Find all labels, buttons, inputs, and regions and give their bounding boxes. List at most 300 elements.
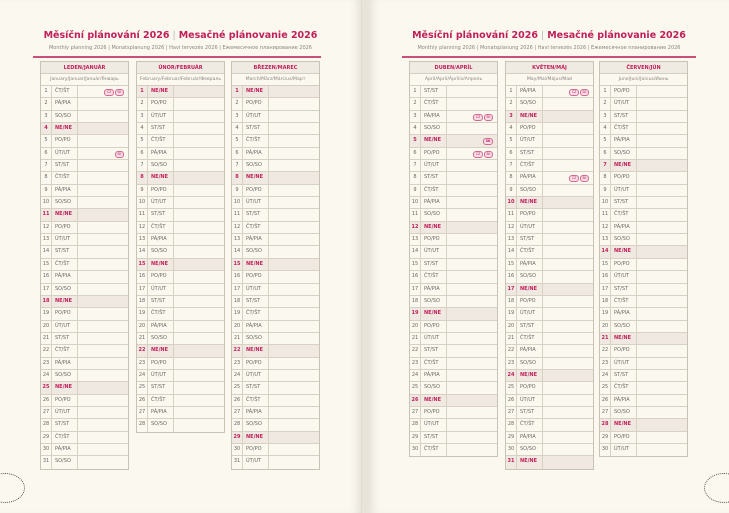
holiday-badge-icon: SK [115, 151, 124, 158]
day-row[interactable] [506, 370, 593, 382]
day-row[interactable] [600, 148, 687, 160]
page-subtitle: Monthly planning 2026 | Monatsplanung 2026 | Havi tervezés 2026 | Ежемесячное планирование 2026 [48, 45, 312, 51]
day-row[interactable] [600, 382, 687, 394]
day-row[interactable] [232, 148, 319, 160]
day-row[interactable] [41, 246, 128, 258]
day-number: 14 [232, 246, 243, 257]
day-row[interactable] [137, 370, 224, 382]
day-number: 26 [410, 395, 421, 406]
day-row[interactable] [506, 111, 593, 123]
day-row[interactable] [506, 382, 593, 394]
day-number: 1 [506, 86, 517, 97]
day-row[interactable] [137, 222, 224, 234]
weekday-label: SO/SO [52, 111, 78, 122]
day-row[interactable] [137, 382, 224, 394]
day-number: 19 [41, 308, 52, 319]
day-row[interactable] [41, 321, 128, 333]
day-row[interactable] [41, 358, 128, 370]
day-row[interactable] [410, 308, 497, 320]
day-row[interactable] [410, 234, 497, 246]
day-row[interactable] [41, 123, 128, 135]
day-number: 21 [410, 333, 421, 344]
day-row[interactable] [506, 172, 593, 184]
day-row[interactable] [41, 444, 128, 456]
weekday-label: ČT/ŠT [148, 395, 174, 406]
day-row[interactable] [506, 296, 593, 308]
day-row[interactable] [137, 135, 224, 147]
day-row[interactable] [600, 185, 687, 197]
day-number: 24 [506, 370, 517, 381]
day-row[interactable] [410, 395, 497, 407]
day-number: 15 [137, 259, 148, 270]
day-row[interactable] [232, 185, 319, 197]
day-row[interactable] [410, 197, 497, 209]
day-row[interactable] [506, 456, 593, 468]
weekday-label: NE/NE [611, 160, 637, 171]
day-row[interactable] [506, 160, 593, 172]
day-row[interactable] [410, 382, 497, 394]
weekday-label: SO/SO [52, 370, 78, 381]
weekday-label: PÁ/PIA [148, 234, 174, 245]
day-row[interactable] [600, 246, 687, 258]
weekday-label: PO/PO [611, 259, 637, 270]
day-row[interactable] [41, 185, 128, 197]
day-row[interactable] [506, 395, 593, 407]
day-row[interactable] [506, 308, 593, 320]
day-number: 7 [232, 160, 243, 171]
day-row[interactable] [41, 234, 128, 246]
day-row[interactable] [232, 432, 319, 444]
day-row[interactable] [600, 419, 687, 431]
day-row[interactable] [137, 407, 224, 419]
day-row[interactable] [232, 407, 319, 419]
month-name: KVĚTEN/MÁJ [506, 62, 593, 74]
day-number: 16 [137, 271, 148, 282]
day-row[interactable] [137, 321, 224, 333]
day-row[interactable] [137, 271, 224, 283]
day-row[interactable] [506, 222, 593, 234]
day-row[interactable] [600, 358, 687, 370]
day-row[interactable] [137, 98, 224, 110]
day-row[interactable] [410, 86, 497, 98]
weekday-label: SO/SO [421, 209, 447, 220]
day-number: 6 [506, 148, 517, 159]
day-row[interactable] [137, 345, 224, 357]
day-row[interactable] [232, 160, 319, 172]
day-row[interactable] [137, 172, 224, 184]
day-row[interactable] [410, 123, 497, 135]
day-number: 17 [232, 284, 243, 295]
day-row[interactable] [506, 358, 593, 370]
day-row[interactable] [506, 444, 593, 456]
day-row[interactable] [600, 321, 687, 333]
day-row[interactable] [41, 308, 128, 320]
weekday-label: PÁ/PIA [52, 185, 78, 196]
weekday-label: PÁ/PIA [243, 407, 269, 418]
weekday-label: ST/ST [517, 407, 543, 418]
day-row[interactable] [506, 246, 593, 258]
day-row[interactable] [410, 284, 497, 296]
weekday-label: PÁ/PIA [243, 234, 269, 245]
day-number: 8 [506, 172, 517, 183]
day-row[interactable] [232, 271, 319, 283]
divider [402, 56, 696, 58]
day-number: 7 [137, 160, 148, 171]
day-row[interactable] [506, 432, 593, 444]
day-row[interactable] [137, 296, 224, 308]
holiday-badge-icon: CZ [104, 89, 113, 96]
weekday-label: NE/NE [243, 432, 269, 443]
weekday-label: PÁ/PIA [52, 358, 78, 369]
day-number: 21 [506, 333, 517, 344]
day-row[interactable] [137, 259, 224, 271]
day-row[interactable] [600, 271, 687, 283]
day-row[interactable] [600, 407, 687, 419]
day-row[interactable] [506, 148, 593, 160]
day-row[interactable] [232, 321, 319, 333]
weekday-label: NE/NE [421, 308, 447, 319]
day-row[interactable] [410, 135, 497, 147]
day-row[interactable] [600, 172, 687, 184]
weekday-label: SO/SO [243, 246, 269, 257]
day-number: 26 [232, 395, 243, 406]
day-number: 3 [137, 111, 148, 122]
day-row[interactable] [410, 444, 497, 456]
day-row[interactable] [137, 111, 224, 123]
day-row[interactable] [41, 370, 128, 382]
day-number: 20 [600, 321, 611, 332]
day-number: 28 [232, 419, 243, 430]
divider [33, 56, 321, 58]
day-number: 6 [137, 148, 148, 159]
weekday-label: SO/SO [243, 160, 269, 171]
day-row[interactable] [506, 86, 593, 98]
day-row[interactable] [410, 345, 497, 357]
title-cz: Měsíční plánování 2026 [412, 30, 538, 41]
day-row[interactable] [232, 234, 319, 246]
day-row[interactable] [137, 197, 224, 209]
day-number: 4 [232, 123, 243, 134]
day-row[interactable] [506, 135, 593, 147]
day-row[interactable] [41, 456, 128, 468]
day-row[interactable] [506, 345, 593, 357]
day-row[interactable] [506, 284, 593, 296]
day-row[interactable] [410, 222, 497, 234]
day-row[interactable] [41, 135, 128, 147]
day-number: 9 [506, 185, 517, 196]
day-row[interactable] [137, 123, 224, 135]
day-row[interactable] [137, 308, 224, 320]
day-row[interactable] [506, 407, 593, 419]
weekday-label: PÁ/PIA [421, 111, 447, 122]
day-number: 17 [137, 284, 148, 295]
weekday-label: NE/NE [52, 209, 78, 220]
day-number: 26 [137, 395, 148, 406]
weekday-label: ST/ST [148, 382, 174, 393]
day-number: 10 [232, 197, 243, 208]
day-row[interactable] [232, 382, 319, 394]
day-row[interactable] [600, 86, 687, 98]
day-row[interactable] [41, 395, 128, 407]
day-row[interactable] [232, 419, 319, 431]
weekday-label: PÁ/PIA [611, 135, 637, 146]
day-row[interactable] [600, 444, 687, 456]
day-row[interactable] [41, 86, 128, 98]
day-row[interactable] [506, 419, 593, 431]
day-number: 15 [41, 259, 52, 270]
day-row[interactable] [137, 148, 224, 160]
day-number: 22 [410, 345, 421, 356]
weekday-label: SO/SO [611, 321, 637, 332]
weekday-label: SO/SO [148, 419, 174, 431]
weekday-label: PÁ/PIA [517, 86, 543, 97]
day-row[interactable] [600, 234, 687, 246]
weekday-label: PO/PO [421, 148, 447, 159]
day-row[interactable] [410, 333, 497, 345]
weekday-label: NE/NE [517, 370, 543, 381]
day-row[interactable] [410, 172, 497, 184]
day-row[interactable] [410, 259, 497, 271]
day-row[interactable] [506, 209, 593, 221]
day-row[interactable] [506, 98, 593, 110]
day-row[interactable] [41, 419, 128, 431]
day-row[interactable] [41, 271, 128, 283]
day-row[interactable] [232, 86, 319, 98]
weekday-label: SO/SO [517, 271, 543, 282]
day-row[interactable] [232, 259, 319, 271]
weekday-label: ČT/ŠT [517, 160, 543, 171]
day-number: 27 [600, 407, 611, 418]
day-row[interactable] [410, 98, 497, 110]
weekday-label: ÚT/UT [52, 148, 78, 159]
day-row[interactable] [137, 86, 224, 98]
day-number: 14 [600, 246, 611, 257]
day-row[interactable] [600, 197, 687, 209]
day-row[interactable] [410, 358, 497, 370]
day-number: 7 [410, 160, 421, 171]
day-number: 1 [137, 86, 148, 97]
weekday-label: SO/SO [421, 123, 447, 134]
weekday-label: PO/PO [243, 185, 269, 196]
weekday-label: PO/PO [148, 271, 174, 282]
day-number: 6 [232, 148, 243, 159]
day-row[interactable] [41, 407, 128, 419]
day-row[interactable] [600, 98, 687, 110]
weekday-label: SO/SO [243, 333, 269, 344]
day-number: 28 [41, 419, 52, 430]
day-row[interactable] [410, 321, 497, 333]
day-row[interactable] [410, 111, 497, 123]
day-row[interactable] [41, 197, 128, 209]
day-row[interactable] [506, 333, 593, 345]
day-row[interactable] [137, 284, 224, 296]
holiday-badge-icon: SK [580, 175, 589, 182]
day-row[interactable] [410, 407, 497, 419]
day-row[interactable] [410, 209, 497, 221]
day-row[interactable] [410, 148, 497, 160]
day-row[interactable] [600, 123, 687, 135]
day-row[interactable] [600, 259, 687, 271]
weekday-label: PÁ/PIA [148, 148, 174, 159]
day-row[interactable] [41, 382, 128, 394]
day-row[interactable] [41, 172, 128, 184]
weekday-label: ST/ST [517, 321, 543, 332]
day-row[interactable] [506, 185, 593, 197]
day-row[interactable] [232, 358, 319, 370]
day-number: 5 [232, 135, 243, 146]
day-number: 29 [41, 432, 52, 443]
day-row[interactable] [506, 197, 593, 209]
day-row[interactable] [41, 432, 128, 444]
weekday-label: ČT/ŠT [148, 222, 174, 233]
day-number: 16 [41, 271, 52, 282]
day-row[interactable] [506, 234, 593, 246]
day-number: 16 [600, 271, 611, 282]
weekday-label: NE/NE [243, 172, 269, 183]
day-row[interactable] [41, 222, 128, 234]
day-row[interactable] [410, 271, 497, 283]
day-row[interactable] [232, 345, 319, 357]
day-row[interactable] [137, 160, 224, 172]
day-row[interactable] [137, 419, 224, 431]
day-row[interactable] [410, 296, 497, 308]
day-number: 29 [506, 432, 517, 443]
day-row[interactable] [410, 432, 497, 444]
day-number: 11 [410, 209, 421, 220]
day-row[interactable] [600, 432, 687, 444]
day-row[interactable] [41, 209, 128, 221]
day-row[interactable] [232, 209, 319, 221]
day-row[interactable] [137, 395, 224, 407]
day-row[interactable] [600, 395, 687, 407]
weekday-label: NE/NE [611, 419, 637, 430]
day-number: 19 [600, 308, 611, 319]
day-number: 3 [506, 111, 517, 122]
day-number: 8 [410, 172, 421, 183]
day-row[interactable] [41, 333, 128, 345]
day-number: 9 [41, 185, 52, 196]
day-row[interactable] [232, 296, 319, 308]
day-row[interactable] [41, 345, 128, 357]
day-row[interactable] [232, 370, 319, 382]
day-row[interactable] [506, 259, 593, 271]
day-row[interactable] [41, 148, 128, 160]
weekday-label: ČT/ŠT [52, 172, 78, 183]
weekday-label: PO/PO [52, 395, 78, 406]
day-row[interactable] [137, 185, 224, 197]
weekday-label: PÁ/PIA [243, 321, 269, 332]
day-row[interactable] [232, 135, 319, 147]
day-row[interactable] [600, 111, 687, 123]
day-number: 18 [506, 296, 517, 307]
day-row[interactable] [232, 98, 319, 110]
day-number: 20 [506, 321, 517, 332]
day-row[interactable] [41, 296, 128, 308]
day-row[interactable] [600, 333, 687, 345]
day-number: 23 [137, 358, 148, 369]
day-row[interactable] [506, 123, 593, 135]
day-number: 10 [137, 197, 148, 208]
day-row[interactable] [232, 222, 319, 234]
day-row[interactable] [600, 308, 687, 320]
day-row[interactable] [137, 234, 224, 246]
day-row[interactable] [600, 284, 687, 296]
day-number: 3 [410, 111, 421, 122]
day-row[interactable] [232, 284, 319, 296]
day-number: 13 [506, 234, 517, 245]
day-number: 15 [600, 259, 611, 270]
weekday-label: SO/SO [421, 382, 447, 393]
weekday-label: ČT/ŠT [243, 395, 269, 406]
day-row[interactable] [41, 98, 128, 110]
day-row[interactable] [506, 271, 593, 283]
weekday-label: ÚT/UT [611, 98, 637, 109]
right-page [369, 0, 729, 513]
day-number: 2 [232, 98, 243, 109]
weekday-label: PO/PO [243, 444, 269, 455]
weekday-label: PÁ/PIA [421, 370, 447, 381]
day-row[interactable] [410, 370, 497, 382]
day-row[interactable] [232, 333, 319, 345]
day-row[interactable] [600, 370, 687, 382]
day-row[interactable] [232, 246, 319, 258]
day-row[interactable] [600, 345, 687, 357]
weekday-label: ÚT/UT [421, 333, 447, 344]
day-row[interactable] [41, 111, 128, 123]
day-number: 24 [41, 370, 52, 381]
weekday-label: PO/PO [243, 358, 269, 369]
day-row[interactable] [232, 172, 319, 184]
day-row[interactable] [232, 123, 319, 135]
day-row[interactable] [600, 222, 687, 234]
weekday-label: NE/NE [52, 382, 78, 393]
day-number: 13 [410, 234, 421, 245]
day-row[interactable] [137, 358, 224, 370]
day-row[interactable] [232, 395, 319, 407]
day-row[interactable] [600, 296, 687, 308]
day-row[interactable] [506, 321, 593, 333]
day-number: 6 [600, 148, 611, 159]
weekday-label: NE/NE [52, 296, 78, 307]
day-row[interactable] [410, 185, 497, 197]
day-row[interactable] [41, 160, 128, 172]
day-row[interactable] [137, 209, 224, 221]
day-row[interactable] [410, 419, 497, 431]
holiday-badge-icon: SK [580, 89, 589, 96]
day-row[interactable] [232, 111, 319, 123]
day-row[interactable] [600, 135, 687, 147]
day-row[interactable] [41, 284, 128, 296]
day-row[interactable] [232, 308, 319, 320]
weekday-label: PO/PO [52, 135, 78, 146]
day-row[interactable] [410, 246, 497, 258]
day-number: 2 [137, 98, 148, 109]
day-row[interactable] [410, 160, 497, 172]
day-row[interactable] [232, 444, 319, 456]
day-number: 4 [410, 123, 421, 134]
day-row[interactable] [137, 333, 224, 345]
day-row[interactable] [600, 160, 687, 172]
day-row[interactable] [232, 456, 319, 468]
day-row[interactable] [137, 246, 224, 258]
day-row[interactable] [600, 209, 687, 221]
day-row[interactable] [41, 259, 128, 271]
weekday-label: ST/ST [611, 284, 637, 295]
weekday-label: NE/NE [148, 172, 174, 183]
day-row[interactable] [232, 197, 319, 209]
day-number: 8 [232, 172, 243, 183]
weekday-label: ST/ST [148, 123, 174, 134]
